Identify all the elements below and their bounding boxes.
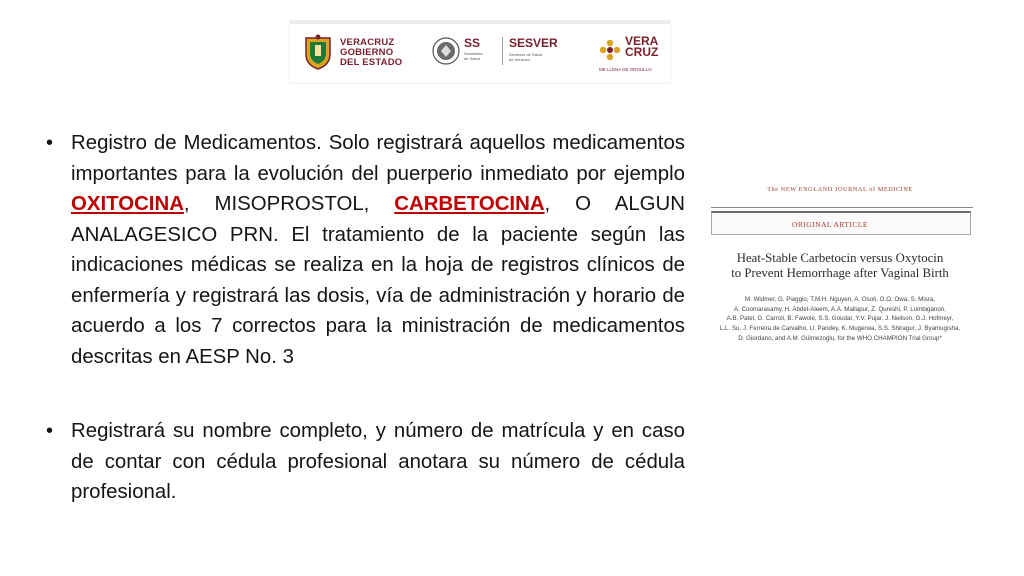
article-type-box bbox=[711, 211, 971, 235]
article-authors-line-5: D. Giordano, and A.M. Gülmezoglu, for the WHO CHAMPION Trial Group* bbox=[738, 334, 942, 342]
article-authors bbox=[705, 295, 975, 344]
vera-cruz-flower-icon bbox=[599, 39, 621, 61]
article-authors-line-1: M. Widmer, G. Piaggio, T.M.H. Nguyen, A. Osoti, O.O. Owa, S. Misra, bbox=[744, 296, 936, 303]
logo-strip-top-rule bbox=[289, 20, 671, 24]
article-authors-line-2: A. Coomarasamy, H. Abdel-Aleem, A.A. Mallapur, Z. Qureshi, P. Lumbiganon, bbox=[734, 305, 946, 313]
bullet-text-intro: Registro de Medicamentos. Solo registrará aquellos medicamentos importantes para la evolución del puerperio inmediato por ejemplo bbox=[71, 132, 685, 185]
article-title bbox=[705, 251, 975, 281]
vera-cruz-line-1: VERA bbox=[625, 34, 659, 48]
bullet-text-misoprostol: , MISOPROSTOL, bbox=[183, 193, 395, 215]
national-seal-icon bbox=[432, 36, 460, 66]
veracruz-line-3: DEL ESTADO bbox=[340, 57, 403, 68]
logo-divider bbox=[502, 37, 503, 65]
veracruz-line-1: VERACRUZ bbox=[340, 37, 395, 48]
article-title-line-1: Heat-Stable Carbetocin versus Oxytocin bbox=[736, 251, 944, 265]
ss-title: SS bbox=[464, 36, 481, 50]
instructions-list bbox=[30, 128, 685, 508]
veracruz-line-2: GOBIERNO bbox=[340, 47, 394, 58]
article-authors-line-3: A.B. Patel, G. Carroli, B. Fawole, S.S. Goudar, Y.V. Pujar, J. Neilson, G.J. Hofmeyr, bbox=[726, 315, 954, 323]
ss-subtitle-line-1: Secretaría bbox=[464, 51, 483, 56]
veracruz-coat-of-arms-icon bbox=[303, 34, 333, 70]
journal-article-image bbox=[705, 180, 975, 360]
sesver-subtitle-line-1: Servicios de Salud bbox=[509, 52, 543, 57]
bullet-text-rest: , O ALGUN ANALAGESICO PRN. El tratamiento de la paciente según las indicaciones médicas se realiza en la hoja de registros clínicos de enfermería y registrará las dosis, vía de administración y horario de acuerdo a los 7 correctos para la ministración de medicamentos descritas en AESP No. 3 bbox=[71, 193, 685, 368]
drug-oxitocina: OXITOCINA bbox=[71, 193, 184, 215]
bullet-icon: • bbox=[46, 420, 54, 442]
sesver-subtitle bbox=[509, 52, 542, 62]
sesver-subtitle-line-2: de Veracruz bbox=[509, 57, 531, 62]
vera-cruz-line-2: CRUZ bbox=[625, 45, 659, 59]
drug-carbetocina: CARBETOCINA bbox=[394, 193, 545, 215]
vera-cruz-wordmark bbox=[625, 36, 658, 58]
ss-subtitle-line-2: de Salud bbox=[464, 56, 480, 61]
sesver-title: SESVER bbox=[509, 36, 558, 50]
article-top-rule bbox=[711, 207, 973, 208]
header-logo-strip bbox=[289, 20, 671, 84]
article-title-line-2: to Prevent Hemorrhage after Vaginal Birth bbox=[731, 266, 949, 280]
veracruz-gobierno-wordmark bbox=[340, 38, 402, 68]
ss-subtitle bbox=[464, 51, 482, 61]
journal-name: The NEW ENGLAND JOURNAL of MEDICINE bbox=[767, 186, 913, 193]
bullet-icon: • bbox=[46, 132, 54, 154]
vera-cruz-tagline: ME LLENA DE ORGULLO bbox=[599, 67, 652, 72]
article-authors-line-4: L.L. Su, J. Ferreira de Carvalho, U. Pandey, K. Mugerwa, S.S. Shiragur, J. Byamugisha, bbox=[719, 325, 961, 333]
bullet-nurse-identification bbox=[30, 416, 685, 508]
bullet-text-signature: Registrará su nombre completo, y número de matrícula y en caso de contar con cédula profesional anotara su número de cédula profesional. bbox=[71, 420, 685, 503]
article-type-label: ORIGINAL ARTICLE bbox=[792, 220, 868, 229]
bullet-medication-record bbox=[30, 128, 685, 372]
